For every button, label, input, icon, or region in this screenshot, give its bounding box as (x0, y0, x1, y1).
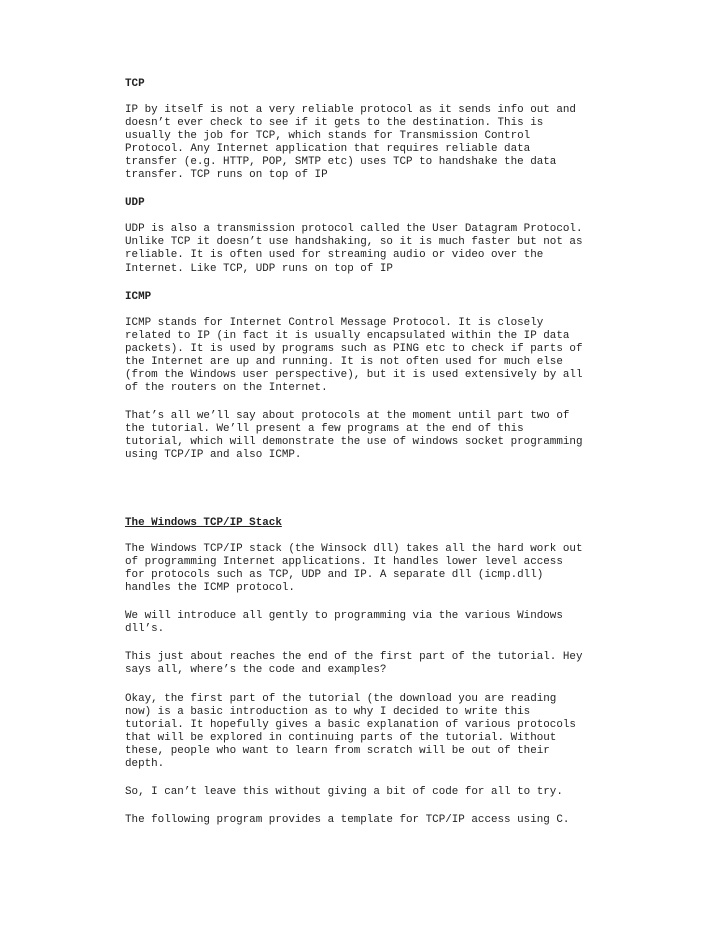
paragraph-stack-2: We will introduce all gently to programming via the various Windows dll’s. (125, 610, 563, 636)
paragraph-stack-4: Okay, the first part of the tutorial (the download you are reading now) is a basic introduction as to why I decided to write this tutorial. It hopefully gives a basic explanation of various protocols that will be explored in continuing parts of the tutorial. Without these, people who want to learn from scratch will be out of their depth. (125, 692, 576, 770)
heading-icmp: ICMP (125, 290, 152, 303)
heading-udp: UDP (125, 197, 145, 210)
paragraph-icmp-1: ICMP stands for Internet Control Message Protocol. It is closely related to IP (in fact it is usually encapsulated within the IP data packets). It is used by programs such as PING etc to check if parts of the Internet are up and running. It is not often used for much else (from the Windows user perspective), but it is used extensively by all of the routers on the Internet. (125, 316, 583, 394)
heading-tcp: TCP (125, 78, 145, 90)
document-page (125, 78, 615, 827)
paragraph-udp-1: UDP is also a transmission protocol called the User Datagram Protocol. Unlike TCP it doesn’t use handshaking, so it is much faster but not as reliable. It is often used for streaming audio or video over the Internet. Like TCP, UDP runs on top of IP (125, 223, 583, 275)
paragraph-tcp-1: IP by itself is not a very reliable protocol as it sends info out and doesn’t ever check to see if it gets to the destination. This is usually the job for TCP, which stands for Transmission Control Protocol. Any Internet application that requires reliable data transfer (e.g. HTTP, POP, SMTP etc) uses TCP to handshake the data transfer. TCP runs on top of IP (125, 104, 576, 182)
paragraph-icmp-2: That’s all we’ll say about protocols at the moment until part two of the tutorial. We’ll present a few programs at the end of this tutorial, which will demonstrate the use of windows socket programming using TCP/IP and also ICMP. (125, 409, 583, 462)
paragraph-stack-3: This just about reaches the end of the first part of the tutorial. Hey says all, where’s the code and examples? (125, 651, 583, 677)
paragraph-stack-1: The Windows TCP/IP stack (the Winsock dll) takes all the hard work out of programming Internet applications. It handles lower level access for protocols such as TCP, UDP and IP. A separate dll (icmp.dll) handles the ICMP protocol. (125, 543, 583, 595)
paragraph-stack-6: The following program provides a template for TCP/IP access using C. (125, 813, 570, 826)
heading-windows-tcpip-stack: The Windows TCP/IP Stack (125, 517, 282, 530)
paragraph-stack-5: So, I can’t leave this without giving a bit of code for all to try. (125, 785, 563, 798)
